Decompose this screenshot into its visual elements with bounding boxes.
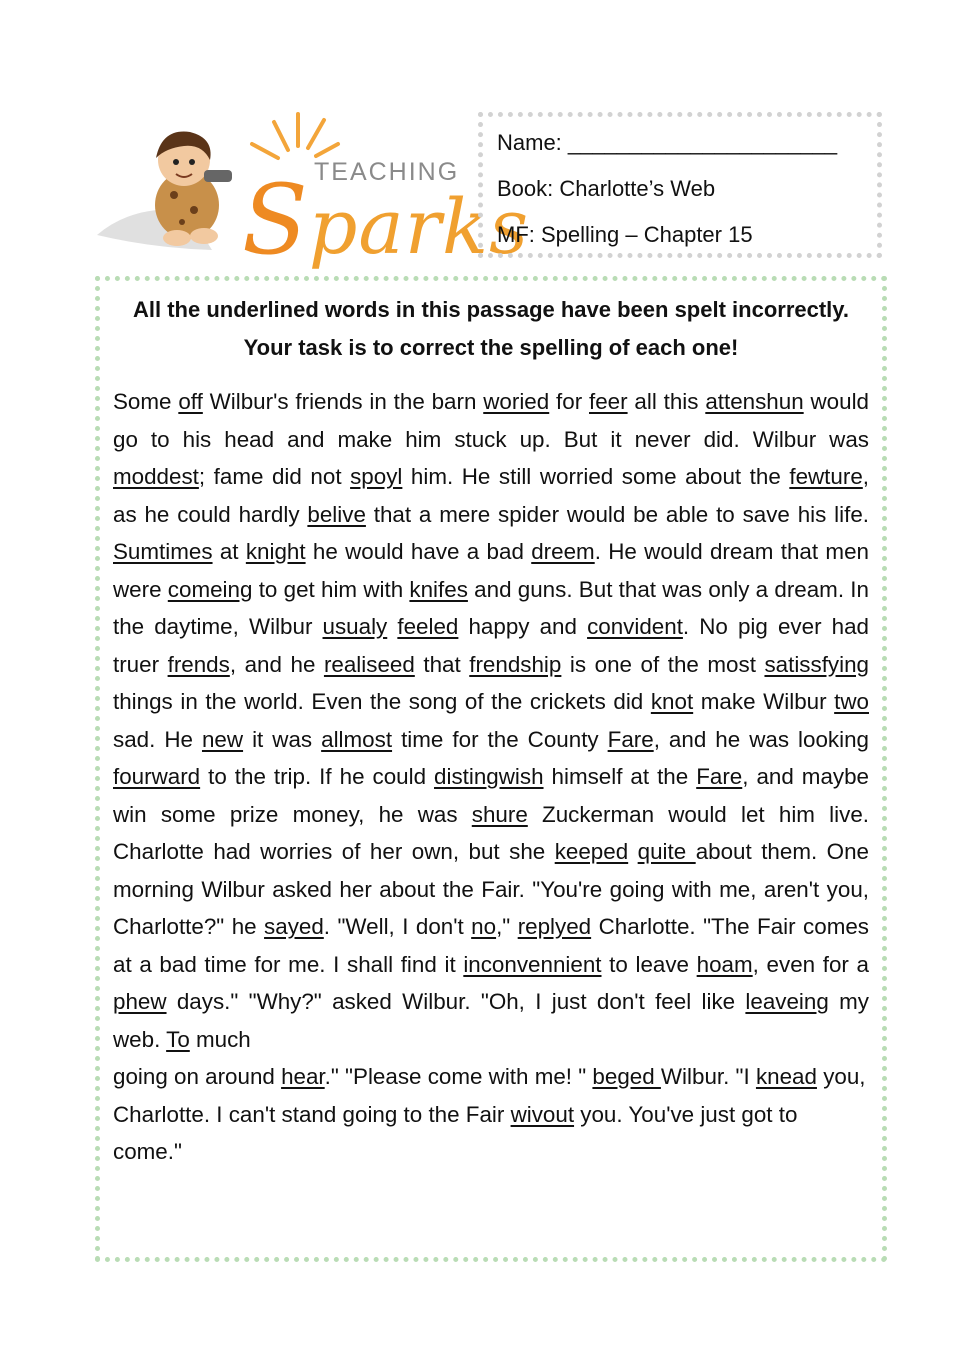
misspelled-word: sayed — [264, 914, 324, 939]
logo-text-teaching: TEACHING — [314, 158, 460, 186]
passage-text: make Wilbur — [693, 689, 835, 714]
misspelled-word: hear — [281, 1064, 325, 1089]
passage-text: things in the world. Even the song of the crickets did — [113, 689, 651, 714]
misspelled-word: satissfying — [764, 651, 869, 677]
misspelled-word: fourward — [113, 764, 201, 789]
passage-text: at — [212, 539, 246, 564]
misspelled-word: realiseed — [323, 651, 415, 677]
passage-text: is one of the most — [561, 651, 765, 677]
misspelled-word: leaveing — [745, 989, 829, 1014]
instructions-line-1: All the underlined words in this passage have been spelt incorrectly. — [133, 297, 849, 322]
instructions — [113, 291, 869, 367]
misspelled-word: phew — [113, 989, 167, 1014]
passage-text: it was — [243, 726, 322, 752]
misspelled-word: distingwish — [434, 764, 544, 789]
passage-text: would go to his head and make him stuck up. But it never did. Wilbur was — [113, 389, 869, 452]
passage-text: time for the County — [392, 726, 608, 752]
passage-text: to the trip. If he could — [200, 764, 435, 789]
passage-text: you. You've just got to come." — [113, 1101, 798, 1164]
passage-text: . No pig ever had truer — [113, 614, 869, 677]
passage-text: Zuckerman would let him live. Charlotte had worries of her own, but she — [113, 801, 869, 864]
misspelled-word: new — [201, 726, 244, 752]
passage-text: , even for a — [752, 951, 869, 977]
passage-text: to get him with — [252, 576, 410, 602]
misspelled-word: no — [471, 914, 497, 939]
passage-text: , and he was looking — [653, 726, 870, 752]
misspelled-word: convident — [587, 614, 683, 639]
misspelled-word: shure — [471, 801, 528, 827]
misspelled-word: quite — [637, 839, 696, 864]
passage-text: Wilbur's friends in the barn — [202, 389, 484, 414]
passage-text: and guns. But that was only a dream. In the daytime, Wilbur — [113, 576, 869, 639]
teaching-sparks-logo — [92, 110, 530, 276]
worksheet-box — [95, 276, 887, 1262]
passage-text: much — [189, 1026, 251, 1052]
misspelled-word: off — [178, 389, 203, 414]
misspelled-word: To — [166, 1026, 190, 1052]
misspelled-word: knifes — [409, 576, 468, 602]
misspelled-word: spoyl — [350, 464, 403, 489]
mf-label: MF: Spelling – Chapter 15 — [497, 222, 753, 247]
passage-text: , as he could hardly — [113, 464, 870, 527]
misspelled-word: dreem — [531, 539, 595, 564]
passage-text: you, Charlotte. I can't stand going to the Fair — [113, 1064, 866, 1127]
passage-text: , and maybe win some prize money, he was — [113, 764, 870, 827]
misspelled-word: inconvennient — [463, 951, 602, 977]
misspelled-word: frendship — [469, 651, 562, 677]
misspelled-word: knead — [755, 1064, 817, 1089]
passage-text: he would have a bad — [305, 539, 532, 564]
misspelled-word: belive — [307, 501, 366, 527]
passage-text: sad. He — [113, 726, 202, 752]
misspelled-word: attenshun — [705, 389, 804, 414]
misspelled-word: woried — [483, 389, 550, 414]
misspelled-word: Sumtimes — [113, 539, 213, 564]
passage-part-1 — [113, 389, 869, 1052]
misspelled-word: replyed — [517, 914, 592, 939]
misspelled-word: fewture — [789, 464, 863, 489]
logo-initial: S — [242, 164, 309, 276]
passage-text: , and he — [229, 651, 324, 677]
book-label: Book: Charlotte’s Web — [497, 176, 716, 201]
passage-text: Charlotte. "The Fair comes at a bad time for me. I shall find it — [113, 914, 870, 977]
misspelled-word: moddest — [113, 464, 199, 489]
passage-text: him. He still worried some about the — [402, 464, 790, 489]
passage-text: to leave — [601, 951, 697, 977]
passage-text: for — [549, 389, 589, 414]
misspelled-word: wivout — [510, 1101, 575, 1127]
misspelled-word: Fare — [696, 764, 743, 789]
student-info-box — [478, 112, 882, 258]
passage-text: ," — [496, 914, 518, 939]
passage-text: happy and — [458, 614, 588, 639]
logo-rest: parks — [308, 182, 530, 271]
passage-text: days." "Why?" asked Wilbur. "Oh, I just don't feel like — [166, 989, 746, 1014]
misspelled-word: hoam — [696, 951, 753, 977]
passage-text — [387, 614, 397, 639]
passage-text: ." "Please come with me! " — [324, 1064, 593, 1089]
name-field[interactable]: Name: ______________________ — [497, 130, 838, 155]
passage-text: . He would dream that men were — [113, 539, 869, 602]
passage-text: himself at the — [543, 764, 697, 789]
misspelled-word: beged — [592, 1064, 661, 1089]
misspelled-word: usualy — [322, 614, 388, 639]
passage-text: about them. One morning Wilbur asked her about the Fair. "You're going with me, aren't you, Charlotte?" he — [113, 839, 869, 939]
misspelled-word: allmost — [321, 726, 393, 752]
passage-part-2 — [113, 1058, 869, 1171]
passage-text — [628, 839, 637, 864]
misspelled-word: Fare — [607, 726, 654, 752]
passage-text: . "Well, I don't — [323, 914, 472, 939]
misspelled-word: two — [834, 689, 869, 714]
misspelled-word: knot — [650, 689, 694, 714]
passage-text: that a mere spider would be able to save his life. — [365, 501, 869, 527]
passage-text: that — [414, 651, 470, 677]
passage-text: all this — [627, 389, 706, 414]
passage-text: going on around — [113, 1064, 282, 1089]
misspelled-word: frends — [167, 651, 230, 677]
passage-text: Some — [113, 389, 179, 414]
misspelled-word: feer — [589, 389, 628, 414]
passage-text: Wilbur. "I — [660, 1064, 756, 1089]
misspelled-word: comeing — [167, 576, 253, 602]
instructions-line-2: Your task is to correct the spelling of each one! — [243, 335, 739, 360]
misspelled-word: knight — [245, 539, 306, 564]
spelling-passage — [113, 383, 869, 1171]
misspelled-word: keeped — [554, 839, 629, 864]
passage-text: my web. — [113, 989, 869, 1052]
misspelled-word: feeled — [397, 614, 459, 639]
passage-text: ; fame did not — [198, 464, 351, 489]
